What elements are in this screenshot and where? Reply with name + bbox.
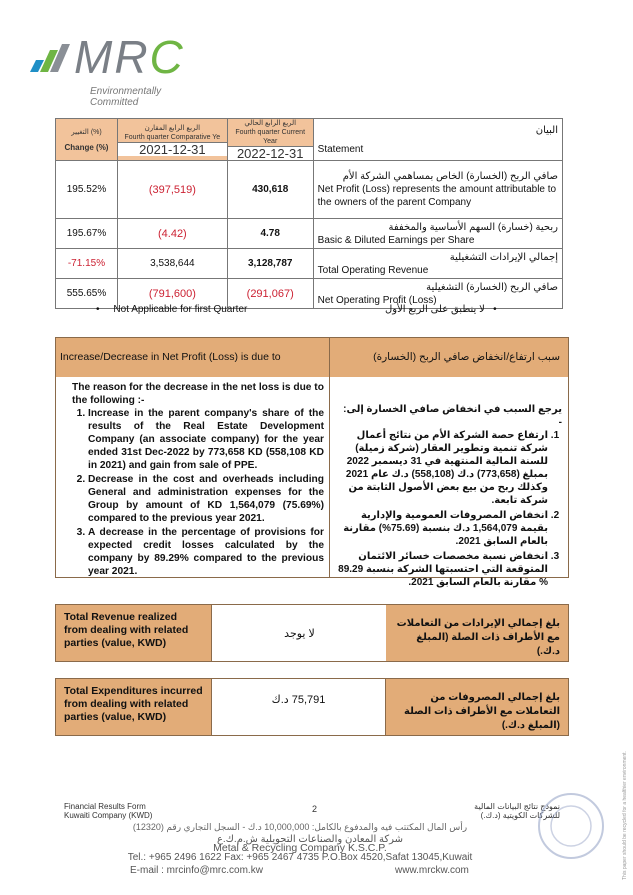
recycle-note-text: This paper should be recycled for a healthier environment.	[622, 751, 628, 880]
brand-tagline: Environmentally Committed	[90, 86, 162, 108]
reason-item-en: 3. A decrease in the percentage of provisions for expected credit losses calculated by the company by 89.29% compared to the previous year 2021.	[88, 526, 324, 578]
statement-label-en: Total Operating Revenue	[317, 264, 429, 276]
current-header-en: Fourth quarter Current Year	[235, 129, 306, 145]
comparative-cell: (397,519)	[117, 161, 227, 219]
footer-company-ar: للشركات الكويتية (د.ك.)	[480, 811, 560, 820]
footer-form-title-ar: نموذج نتائج البيانات المالية	[474, 802, 560, 811]
comparative-header-ar: الربع الرابع المقارن	[144, 124, 201, 132]
change-cell: 195.67%	[56, 219, 118, 249]
recycle-note	[622, 700, 630, 880]
comparative-cell: (4.42)	[117, 219, 227, 249]
reason-header-en: Increase/Decrease in Net Profit (Loss) is due to	[60, 351, 281, 363]
table-row	[56, 161, 563, 219]
related-revenue-label-ar: بلغ إجمالي الإيرادات من التعاملات مع الأطراف ذات الصلة (المبلغ د.ك.)	[386, 605, 568, 661]
related-expense-label-en: Total Expenditures incurred from dealing with related parties (value, KWD)	[56, 679, 211, 735]
current-header-ar: الربع الرابع الحالي	[244, 120, 297, 127]
comparative-cell: 3,538,644	[117, 249, 227, 279]
reason-header-ar: سبب ارتفاع/انخفاض صافي الربح (الخسارة)	[373, 351, 560, 363]
current-cell: (291,067)	[227, 279, 313, 309]
note-ar: • لا ينطبق على الربع الأول	[385, 304, 497, 315]
reason-item-ar: 1. ارتفاع حصة الشركة الأم من نتائج أعمال شركة تنمية وتطوير العقار (شركة زميلة) للسنة المالية المنتهية في 31 ديسمبر 2022 بمبلغ (773,658) د.ك (558,108) د.ك عام 2021 وكذلك ربح من بيع بعض الأصول الثابتة من شركة تابعة.	[338, 429, 548, 507]
table-header-row	[56, 119, 563, 161]
related-expense-label-ar: بلغ إجمالي المصروفات من التعاملات مع الأطراف ذات الصلة (المبلغ د.ك.)	[386, 679, 568, 735]
reason-body-divider	[329, 377, 330, 577]
related-expense-box	[55, 678, 569, 736]
brand-word-b: C	[149, 31, 185, 83]
company-logo	[28, 30, 208, 108]
reason-item-ar: 3. انخفاض نسبة مخصصات خسائر الائتمان المتوقعة التي احتسبتها الشركة بنسبة 89.29 % مقارنة بالعام السابق 2021.	[338, 550, 548, 589]
related-expense-value: 75,791 د.ك	[211, 679, 386, 735]
footer-name-en: Metal & Recycling Company K.S.C.P.	[213, 842, 387, 854]
reason-item-en: 2. Decrease in the cost and overheads including General and administration expenses for the Group by amount of KD 1,564,079 (75.69%) compared to the previous year 2021.	[88, 473, 324, 525]
statement-header-en: Statement	[317, 143, 364, 155]
footer-form-title-en: Financial Results Form	[64, 802, 146, 811]
note-ar-text: لا ينطبق على الربع الأول	[385, 304, 485, 315]
statement-label-en: Net Operating Profit (Loss)	[317, 294, 437, 306]
table-row	[56, 219, 563, 249]
statement-label-en: Net Profit (Loss) represents the amount attributable to the owners of the parent Company	[317, 184, 557, 208]
related-revenue-label-en: Total Revenue realized from dealing with related parties (value, KWD)	[56, 605, 211, 661]
reason-item-en: 1. Increase in the parent company's share of the results of the Real Estate Development Company (an associate company) for the year ended 31st Dec-2022 by 773,658 KD (558,108 KD in 2021) and gain from sale of PPE.	[88, 407, 324, 472]
footer-capital-ar: رأس المال المكتتب فيه والمدفوع بالكامل: 10,000,000 د.ك - السجل التجاري رقم (12320)	[132, 822, 468, 832]
current-cell: 3,128,787	[227, 249, 313, 279]
comparative-date: 2021-12-31	[118, 142, 227, 156]
statement-label-ar: إجمالي الإيرادات التشغيلية	[449, 251, 558, 263]
note-en-text: Not Applicable for first Quarter	[113, 304, 248, 315]
brand-wordmark	[74, 30, 185, 84]
results-table	[55, 118, 563, 309]
current-cell: 430,618	[227, 161, 313, 219]
footer-form-en	[64, 802, 152, 820]
footer-contact: Tel.: +965 2496 1622 Fax: +965 2467 4735 P.O.Box 4520,Safat 13045,Kuwait	[127, 852, 473, 863]
reason-header	[55, 337, 569, 379]
reason-header-divider	[329, 338, 330, 378]
reason-en	[72, 381, 324, 579]
reason-intro-ar: يرجع السبب في انخفاض صافي الخسارة إلى: -	[343, 404, 562, 428]
footer-name-ar: شركة المعادن والصناعات التحويلية ش.م.ك.ع	[216, 834, 404, 845]
footer-website: www.mrckw.com	[395, 865, 469, 876]
comparative-header-en: Fourth quarter Comparative Ye	[124, 133, 221, 141]
change-header	[56, 119, 118, 161]
related-revenue-value: لا يوجد	[211, 605, 388, 661]
reason-ar	[338, 403, 562, 591]
change-cell: 195.52%	[56, 161, 118, 219]
related-revenue-box	[55, 604, 569, 662]
change-cell: -71.15%	[56, 249, 118, 279]
statement-label-ar: صافي الربح (الخسارة) التشغيلية	[426, 281, 558, 293]
reason-item-ar: 2. انخفاض المصروفات العمومية والإدارية بقيمة 1,564,079 د.ك بنسبة (75.69%) مقارنة بالعام السابق 2021.	[338, 509, 548, 548]
footer-company-en: Kuwaiti Company (KWD)	[64, 811, 153, 820]
change-header-ar: التغيير (%)	[71, 128, 102, 136]
footer-email: E-mail : mrcinfo@mrc.com.kw	[130, 865, 263, 876]
statement-label-en: Basic & Diluted Earnings per Share	[317, 234, 475, 246]
statement-cell	[313, 249, 562, 279]
brand-word-a: MR	[74, 31, 150, 83]
statement-label-ar: صافي الربح (الخسارة) الخاص بمساهمي الشركة الأم	[342, 171, 558, 182]
table-row	[56, 249, 563, 279]
statement-cell	[313, 161, 562, 219]
current-header	[227, 119, 313, 161]
page-number: 2	[312, 804, 318, 814]
statement-label-ar: ربحية (خسارة) السهم الأساسية والمخففة	[388, 221, 558, 233]
current-date: 2022-12-31	[228, 146, 313, 160]
comparative-cell: (791,600)	[117, 279, 227, 309]
statement-header-ar: البيان	[535, 124, 558, 136]
mrc-mark-icon	[28, 38, 72, 78]
statement-header	[313, 119, 562, 161]
statement-cell	[313, 219, 562, 249]
current-cell: 4.78	[227, 219, 313, 249]
reason-intro-en: The reason for the decrease in the net loss is due to the following :-	[72, 382, 324, 406]
change-header-en: Change (%)	[64, 142, 109, 152]
change-cell: 555.65%	[56, 279, 118, 309]
company-seal-icon	[536, 786, 606, 866]
note-en: • Not Applicable for first Quarter	[96, 304, 248, 315]
reason-body	[55, 377, 569, 588]
comparative-header	[117, 119, 227, 161]
